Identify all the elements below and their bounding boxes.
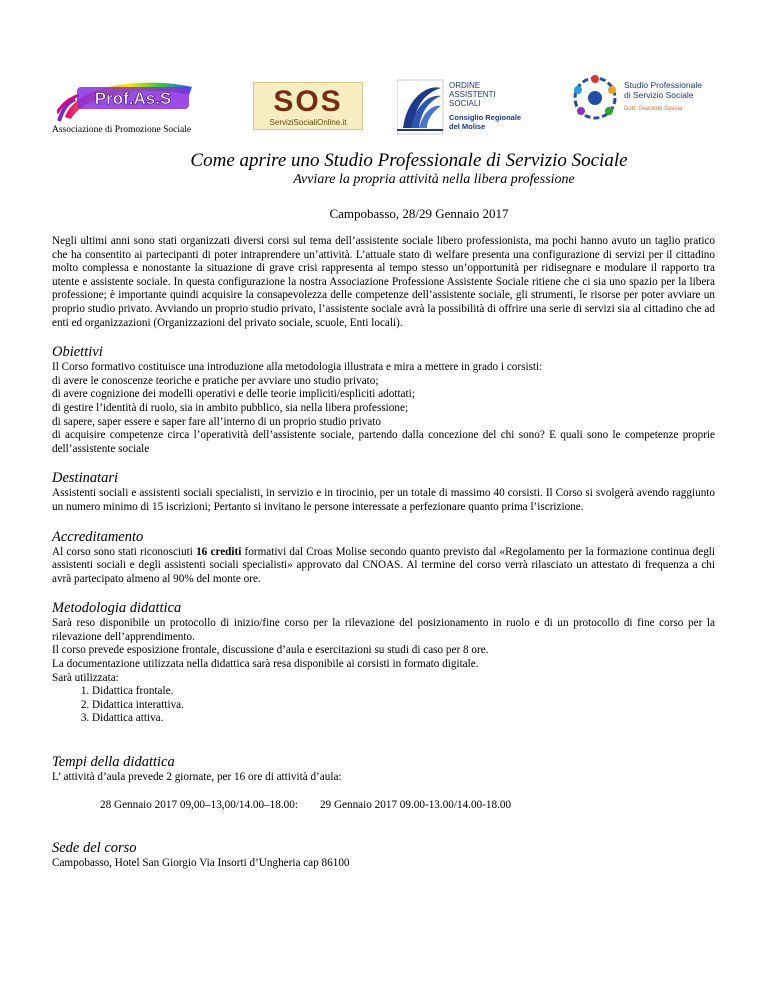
metodologia-line: Sarà reso disponibile un protocollo di inizio/fine corso per la rilevazione del posizionamento in ruolo e di un protocollo di fine corso per la rilevazione dell’apprendimento. — [52, 617, 715, 643]
ordine-logo-sub-1: Consiglio Regionale — [449, 113, 522, 122]
ordine-logo-sub-2: del Molise — [449, 122, 486, 131]
accreditamento-credits: 16 crediti — [196, 545, 242, 558]
section-heading-sede: Sede del corso — [52, 840, 137, 857]
section-heading-tempi: Tempi della didattica — [52, 754, 175, 771]
studio-logo-line-2: di Servizio Sociale — [624, 90, 694, 100]
sos-logo-letters: SOS — [273, 85, 343, 118]
metodologia-list-item: 2. Didattica interattiva. — [92, 699, 715, 713]
metodologia-list-item: 3. Didattica attiva. — [92, 712, 715, 726]
metodologia-line: Il corso prevede esposizione frontale, discussione d’aula e esercitazioni su studi di caso per 8 ore. — [52, 644, 489, 657]
section-heading-metodologia: Metodologia didattica — [52, 600, 182, 617]
ordine-assistenti-sociali-logo — [397, 78, 537, 136]
metodologia-line: Sarà utilizzata: — [52, 671, 119, 684]
sos-logo-subtitle: ServiziSocialiOnline.it — [269, 118, 347, 127]
obiettivi-line: di acquisire competenze circa l’operatività dell’assistente sociale, partendo dalla concezione del chi sono? E quali sono le competenze proprie dell’assistente sociale — [52, 429, 715, 455]
intro-paragraph: Negli ultimi anni sono stati organizzati diversi corsi sul tema dell’assistente sociale libero professionista, ma pochi hanno avuto un taglio pratico che ha consentito ai partecipanti di poter intraprendere un’attività. L’attuale stato di welfare presenta una configurazione di servizi per il cittadino molto complessa e nonostante la situazione di grave crisi rappresenta al tempo stesso un’opportunità per ridisegnare e modulare il rapporto tra utente e assistente sociale. In questa configurazione la nostra Associazione Professione Assistente Sociale ritiene che ci sia uno spazio per la libera professione; è importante quindi acquisire la consapevolezza delle competenze dell’assistente sociale, gli strumenti, le risorse per poter avviare un proprio studio privato. Avviando un proprio studio privato, l’assistente sociale avrà la possibilità di offrire una serie di servizi sia al cittadino che ad enti ed organizzazioni (Organizzazioni del privato sociale, scuole, Enti locali). — [52, 235, 715, 329]
profass-logo — [57, 73, 197, 123]
metodologia-list — [52, 685, 715, 726]
section-heading-destinatari: Destinatari — [52, 470, 119, 487]
accreditamento-text-before: Al corso sono stati riconosciuti — [52, 545, 197, 558]
tempi-paragraph: L’ attività d’aula prevede 2 giornate, per 16 ore di attività d’aula: — [52, 771, 342, 784]
sede-paragraph: Campobasso, Hotel San Giorgio Via Insorti d’Ungheria cap 86100 — [52, 857, 350, 870]
document-title: Come aprire uno Studio Professionale di Servizio Sociale — [190, 150, 628, 171]
ordine-logo-line-2: ASSISTENTI — [449, 90, 496, 99]
profass-logo-text: Prof.As.S — [94, 89, 172, 108]
studio-logo-name: Dott. Giacomo Savoia — [624, 106, 683, 112]
header-logos — [0, 0, 768, 145]
place-date: Campobasso, 28/29 Gennaio 2017 — [329, 206, 509, 221]
schedule-day-2: 29 Gennaio 2017 09.00-13.00/14.00-18.00 — [319, 798, 512, 811]
studio-professionale-logo — [568, 70, 718, 126]
obiettivi-line: di sapere, saper essere e saper fare all’interno di un proprio studio privato — [52, 415, 381, 428]
title-block — [0, 150, 768, 188]
ordine-logo-line-1: ORDINE — [449, 81, 481, 90]
schedule-day-1: 28 Gennaio 2017 09,00–13,00/14.00–18.00: — [100, 798, 298, 811]
obiettivi-line: di gestire l’identità di ruolo, sia in ambito pubblico, sia nella libera professione; — [52, 401, 409, 414]
studio-logo-line-1: Studio Professionale — [624, 80, 702, 90]
document-body — [52, 235, 715, 871]
destinatari-paragraph: Assistenti sociali e assistenti sociali specialisti, in servizio e in tirocinio, per un totale di massimo 40 corsisti. Il Corso si svolgerà avendo raggiunto un numero minimo di 15 iscrizioni; Pertanto si invitano le persone interessate a perfezionare quanto prima l’iscrizione. — [52, 487, 715, 513]
ordine-logo-line-3: SOCIALI — [449, 99, 481, 108]
accreditamento-paragraph — [52, 546, 715, 587]
section-heading-accreditamento: Accreditamento — [52, 528, 144, 545]
document-subtitle: Avviare la propria attività nella libera professione — [293, 172, 575, 187]
section-heading-obiettivi: Obiettivi — [52, 344, 103, 361]
accreditamento-text-after: formativi dal Croas Molise secondo quanto previsto dal «Regolamento per la formazione continua degli assistenti sociali e degli assistenti sociali specialisti» approvato dal CNOAS. Al termine del corso verrà rilasciato un attestato di frequenza a chi avrà partecipato almeno al 90% del monte ore. — [52, 545, 716, 585]
obiettivi-line: di avere le conoscenze teoriche e pratiche per avviare uno studio privato; — [52, 374, 379, 387]
obiettivi-line: di avere cognizione dei modelli operativi e delle teorie impliciti/espliciti adottati; — [52, 388, 415, 401]
metodologia-list-item: 1. Didattica frontale. — [92, 685, 715, 699]
sos-logo — [253, 82, 363, 130]
profass-caption: Associazione di Promozione Sociale — [52, 125, 192, 135]
tempi-schedule — [52, 799, 715, 813]
obiettivi-line: Il Corso formativo costituisce una introduzione alla metodologia illustrata e mira a mettere in grado i corsisti: — [52, 361, 543, 374]
metodologia-line: La documentazione utilizzata nella didattica sarà resa disponibile ai corsisti in formato digitale. — [52, 658, 479, 671]
